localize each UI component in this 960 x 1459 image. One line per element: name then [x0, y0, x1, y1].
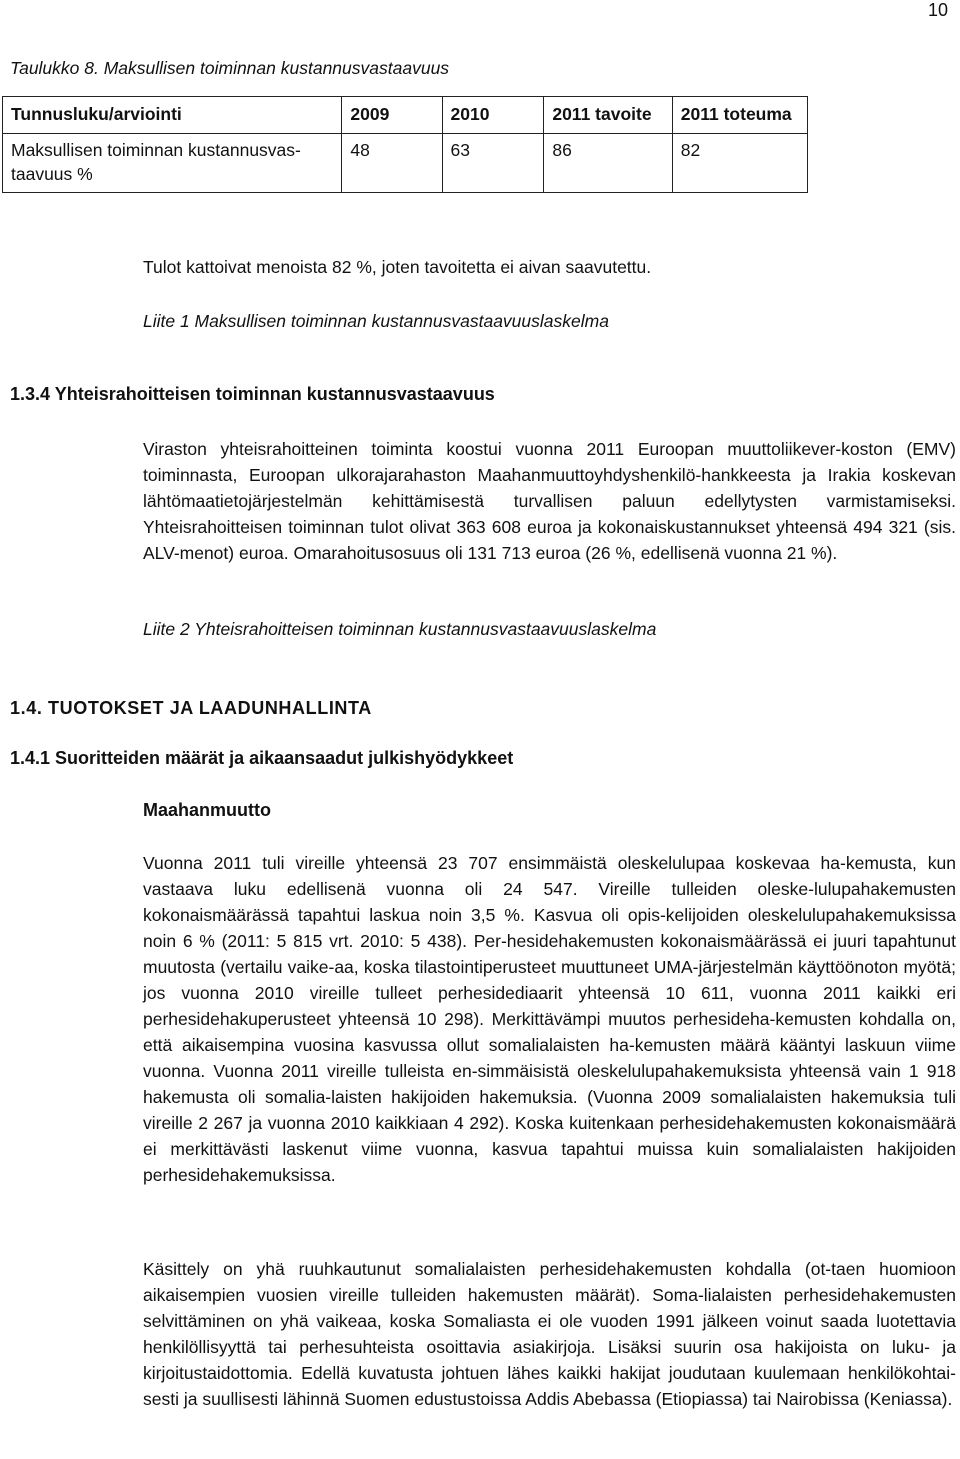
- cost-recovery-table: [2, 96, 808, 193]
- table-header-cell: 2010: [442, 97, 544, 134]
- subheading-immigration: Maahanmuutto: [143, 800, 271, 820]
- paragraph-processing: Käsittely on yhä ruuhkautunut somalialaisten perhesidehakemusten kohdalla (ot-taen huomioon aikaisempien vuosien vireille tulleiden hakemusten määrät). Soma-lialaisten perhesidehakemusten selvittäminen on yhä vaikeaa, koska Somaliasta ei ole vuoden 1991 jälkeen voinut saada luotettavia henkilöllisyyttä tai perhesuhteista osoittavia asiakirjoja. Lisäksi suurin osa hakijoista on luku- ja kirjoitustaidottomia. Edellä kuvatusta johtuen lähes kaikki hakijat joudutaan kuulemaan henkilökohtai-sesti ja suullisesti lähinnä Suomen edustustoissa Addis Abebassa (Etiopiassa) tai Nairobissa (Keniassa).: [143, 1259, 956, 1409]
- table-header-cell: 2011 toteuma: [672, 97, 807, 134]
- table-caption: Taulukko 8. Maksullisen toiminnan kustannusvastaavuus: [10, 58, 450, 78]
- table-cell: Maksullisen toiminnan kustannusvas-taavuus %: [3, 134, 342, 193]
- table-header-cell: 2011 tavoite: [544, 97, 672, 134]
- table-cell: 86: [544, 134, 672, 193]
- table-cell: 82: [672, 134, 807, 193]
- section-heading-1-3-4: 1.3.4 Yhteisrahoitteisen toiminnan kustannusvastaavuus: [10, 384, 495, 404]
- paragraph-co-financed: Viraston yhteisrahoitteinen toiminta koostui vuonna 2011 Euroopan muuttoliikever-koston (EMV) toiminnasta, Euroopan ulkorajarahaston Maahanmuuttoyhdyshenkilö-hankkeesta ja Irakia koskevan lähtömaatietojärjestelmän kehittämisestä turvallisen paluun edellytysten varmistamiseksi. Yhteisrahoitteisen toiminnan tulot olivat 363 608 euroa ja kokonaiskustannukset yhteensä 494 321 (sis. ALV-menot) euroa. Omarahoitusosuus oli 131 713 euroa (26 %, edellisenä vuonna 21 %).: [143, 439, 956, 563]
- paragraph-revenue-coverage: Tulot kattoivat menoista 82 %, joten tavoitetta ei aivan saavutettu.: [143, 257, 652, 277]
- appendix-link-2[interactable]: Liite 2 Yhteisrahoitteisen toiminnan kustannusvastaavuuslaskelma: [143, 619, 657, 639]
- paragraph-applications: Vuonna 2011 tuli vireille yhteensä 23 707 ensimmäistä oleskelulupaa koskevaa ha-kemusta, kun vastaava luku edellisenä vuonna oli 24 547. Vireille tulleiden oleske-lulupahakemusten kokonaismäärässä tapahtui laskua noin 3,5 %. Kasvua oli opis-kelijoiden oleskelulupahakemuksissa noin 6 % (2011: 5 815 vrt. 2010: 5 438). Per-hesidehakemusten kokonaismäärässä ei juuri tapahtunut muutosta (vertailu vaike-aa, koska tilastointiperusteet muuttuneet UMA-järjestelmän käyttöönoton myötä; jos vuonna 2010 vireille tulleet perhesidediaarit yhteensä 10 611, vuonna 2011 kaikki eri perhesidehakuperusteet yhteensä 10 298). Merkittävämpi muutos perhesideha-kemusten kohdalla on, että aikaisempina vuosina kasvussa ollut somalialaisten ha-kemusten määrä kääntyi laskuun viime vuonna. Vuonna 2011 vireille tulleista en-simmäisistä oleskelulupahakemuksista yhteensä vain 1 918 hakemusta oli somalia-laisten hakijoiden hakemuksia. (Vuonna 2009 somalialaisten hakemuksia tuli vireille 2 267 ja vuonna 2010 kaikkiaan 4 292). Koska kuitenkaan perhesidehakemusten kokonaismäärä ei merkittävästi laskenut viime vuonna, kasvua tapahtui muissa kuin somalialaisten hakijoiden perhesidehakemuksissa.: [143, 853, 956, 1185]
- table-header-cell: 2009: [342, 97, 442, 134]
- table-row: [3, 134, 808, 193]
- table-cell: 48: [342, 134, 442, 193]
- page-number: 10: [927, 0, 948, 20]
- table-header-cell: Tunnusluku/arviointi: [3, 97, 342, 134]
- table-cell: 63: [442, 134, 544, 193]
- section-heading-1-4: 1.4. TUOTOKSET JA LAADUNHALLINTA: [10, 698, 372, 718]
- section-heading-1-4-1: 1.4.1 Suoritteiden määrät ja aikaansaadut julkishyödykkeet: [10, 748, 514, 768]
- appendix-link-1[interactable]: Liite 1 Maksullisen toiminnan kustannusvastaavuuslaskelma: [143, 311, 609, 331]
- table-header-row: [3, 97, 808, 134]
